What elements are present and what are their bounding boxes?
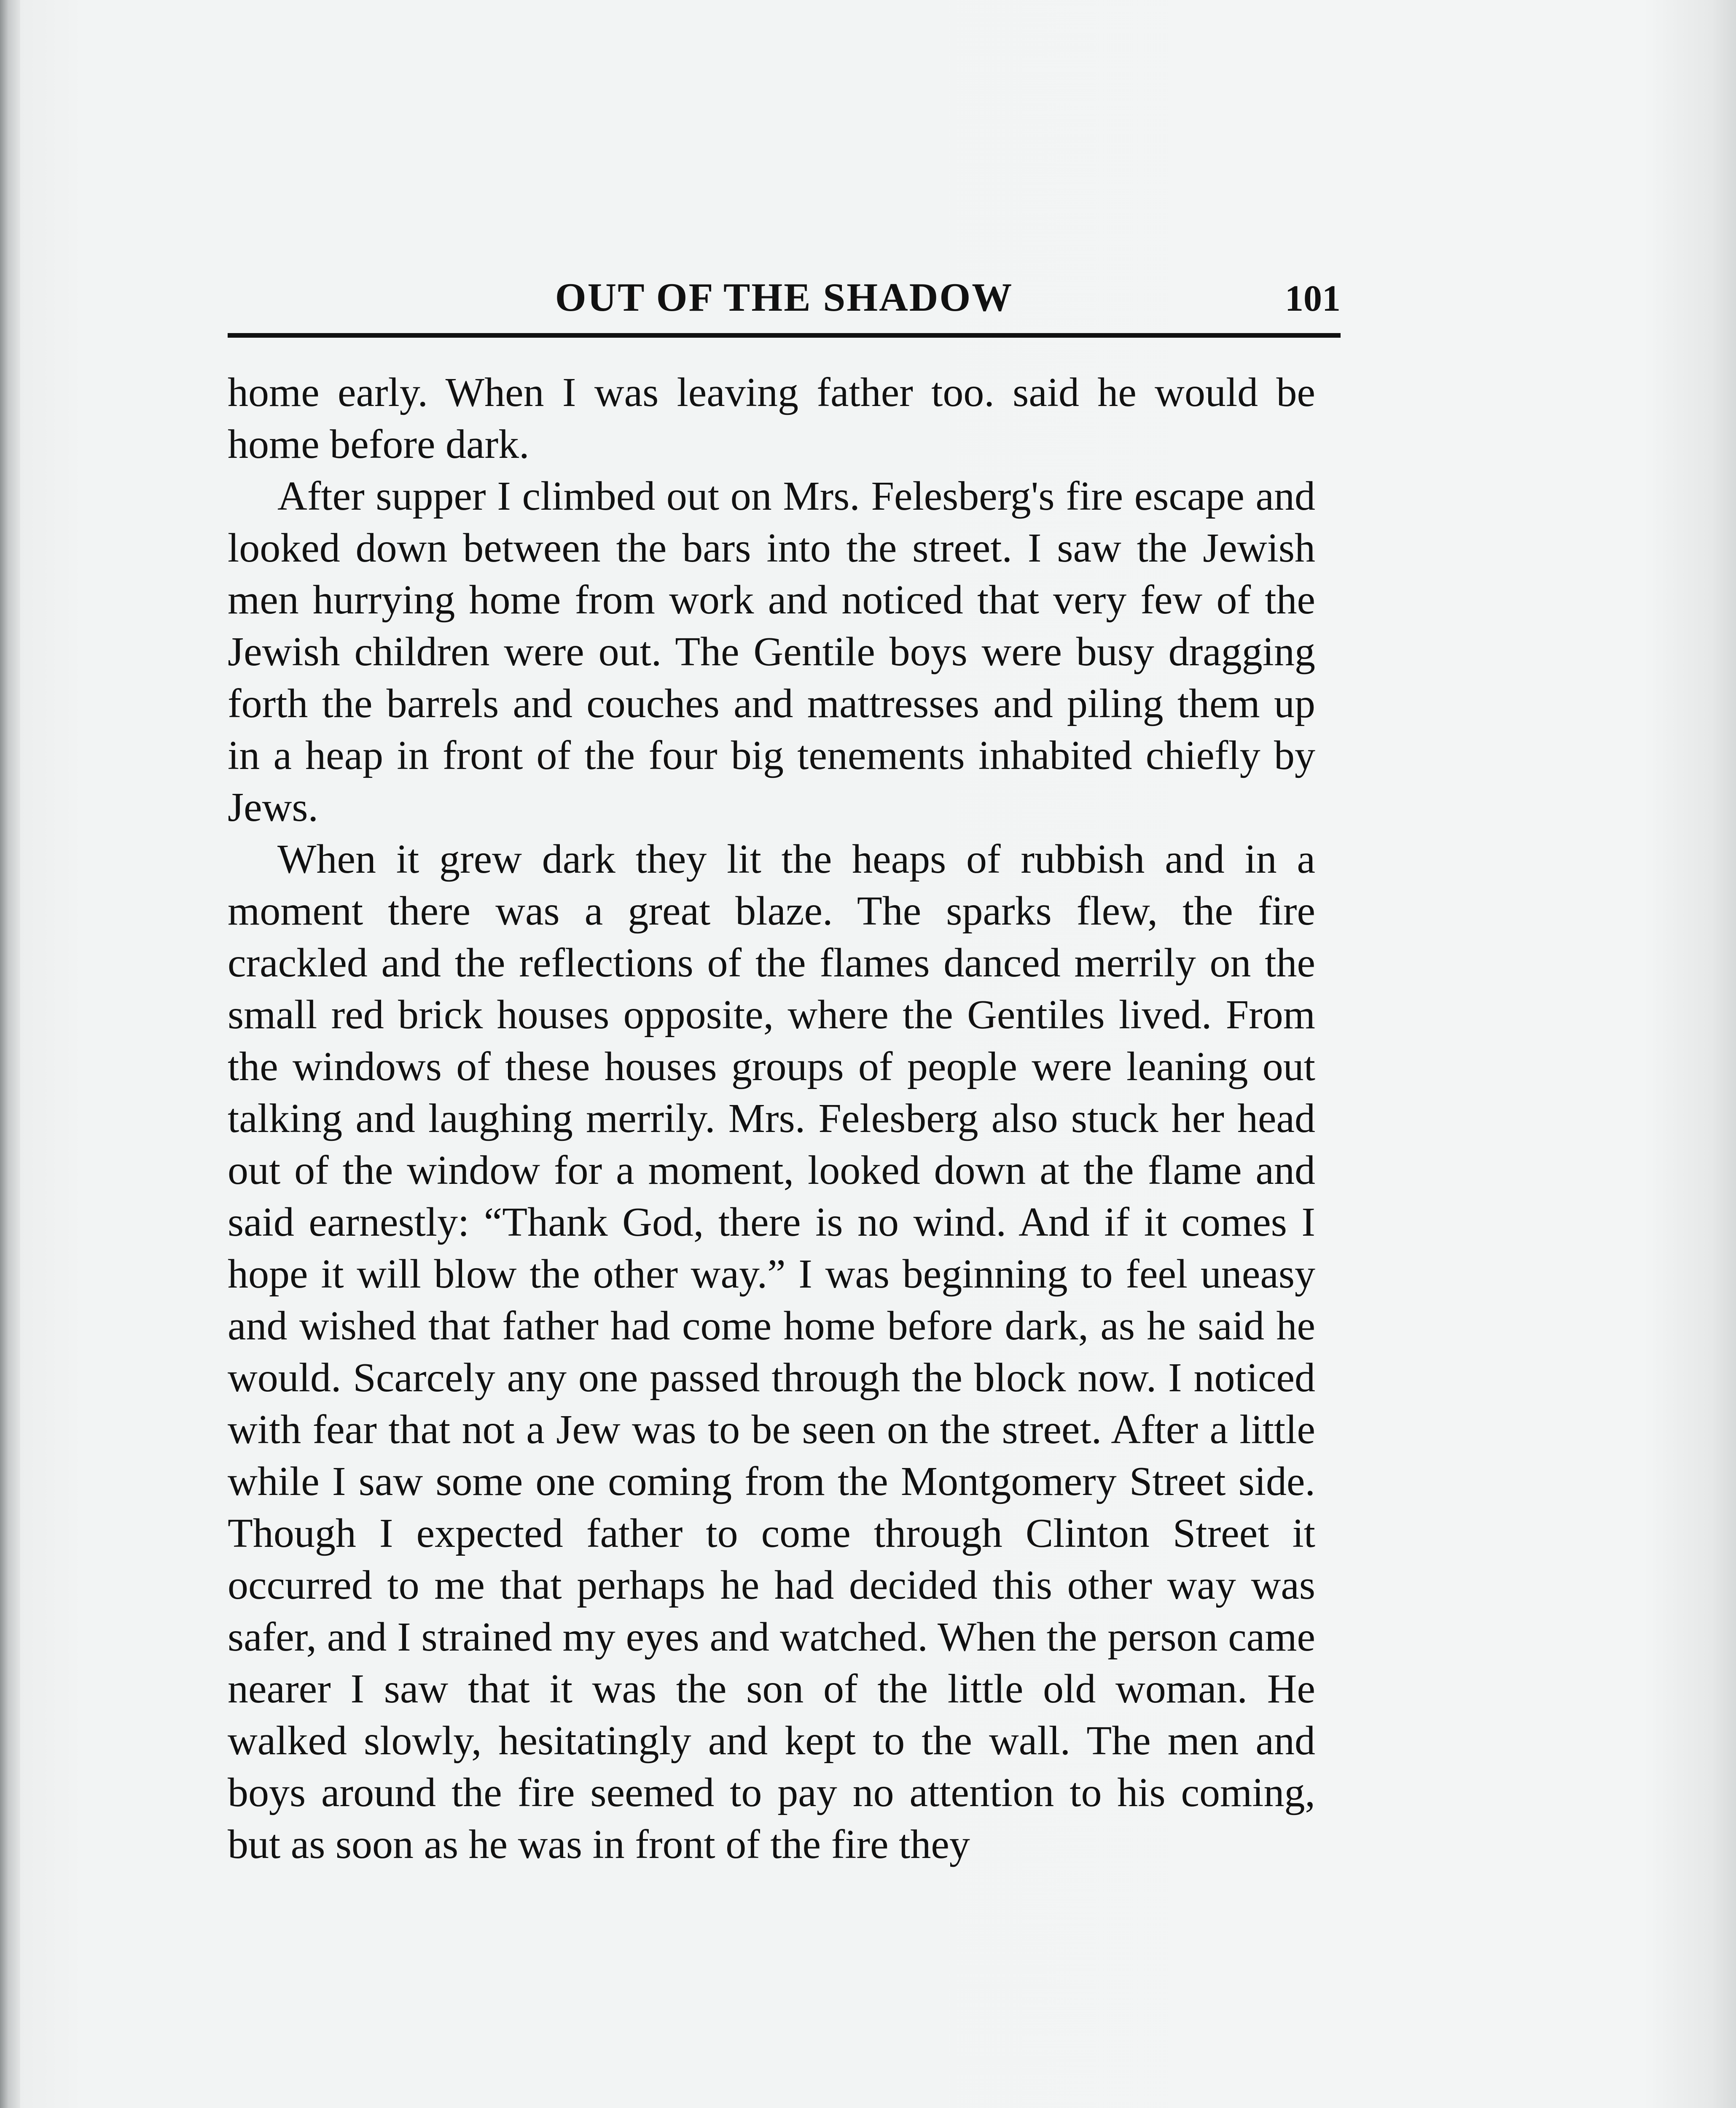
page-spine-shadow (0, 0, 20, 2108)
running-head (228, 274, 1341, 337)
paragraph-2: After supper I climbed out on Mrs. Felesberg's fire escape and looked down between the bars into the street. I saw the Jewish men hurrying home from work and noticed that very few of the Jewish children were out. The Gentile boys were busy dragging forth the barrels and couches and mattresses and piling them up in a heap in front of the four big tenements inhabited chiefly by Jews. (228, 473, 1315, 830)
paragraph-1: home early. When I was leaving father too. said he would be home before dark. (228, 370, 1315, 467)
header-rule (228, 333, 1341, 338)
page-number: 101 (1285, 278, 1341, 319)
running-title: OUT OF THE SHADOW (555, 275, 1013, 320)
body-text (228, 367, 1315, 1871)
paragraph-3: When it grew dark they lit the heaps of rubbish and in a moment there was a great blaze. The sparks flew, the fire crackled and the reflections of the flames danced merrily on the small red brick houses opposite, where the Gentiles lived. From the windows of these houses groups of people were leaning out talking and laughing merrily. Mrs. Felesberg also stuck her head out of the window for a moment, looked down at the flame and said earnestly: “Thank God, there is no wind. And if it comes I hope it will blow the other way.” I was beginning to feel uneasy and wished that father had come home before dark, as he said he would. Scarcely any one passed through the block now. I noticed with fear that not a Jew was to be seen on the street. After a little while I saw some one coming from the Montgomery Street side. Though I expected father to come through Clinton Street it occurred to me that perhaps he had decided this other way was safer, and I strained my eyes and watched. When the person came nearer I saw that it was the son of the little old woman. He walked slowly, hesitatingly and kept to the wall. The men and boys around the fire seemed to pay no attention to his coming, but as soon as he was in front of the fire they (228, 836, 1315, 1867)
